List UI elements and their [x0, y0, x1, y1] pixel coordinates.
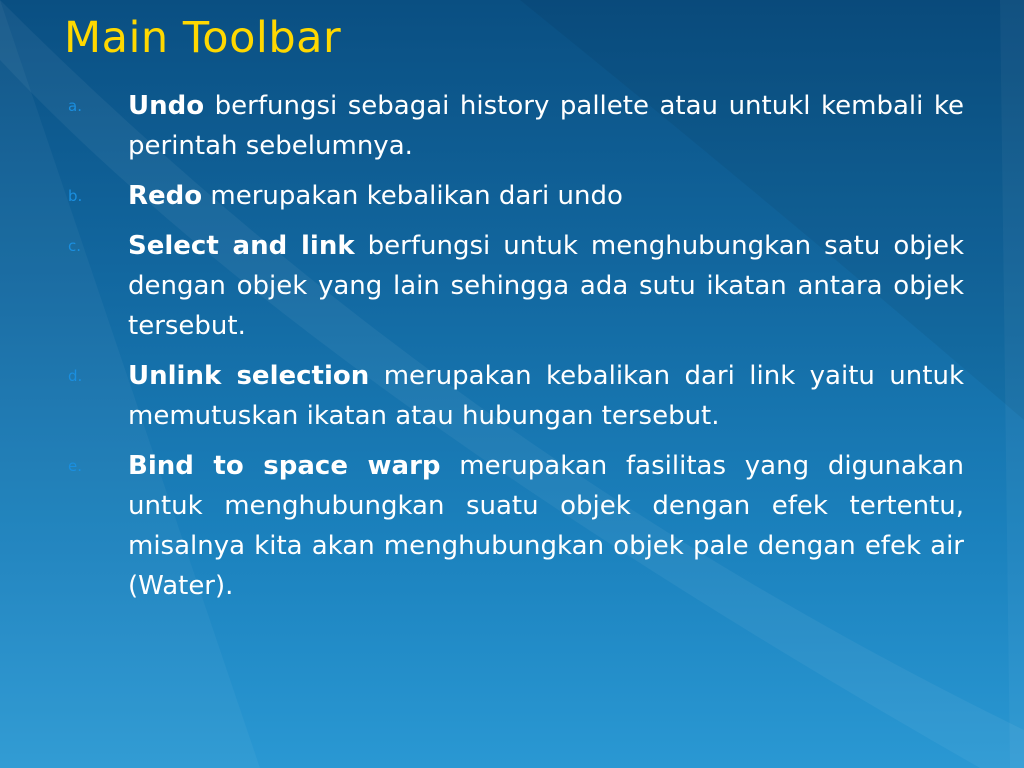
item-text [128, 86, 964, 166]
bullet-list [68, 86, 964, 616]
item-description: merupakan fasilitas yang digunakan untuk menghubungkan suatu objek dengan efek tertentu, misalnya kita akan menghubungkan objek pale dengan efek air (Water). [128, 451, 964, 601]
item-text [128, 446, 964, 606]
item-description: merupakan kebalikan dari link yaitu untuk memutuskan ikatan atau hubungan tersebut. [128, 361, 964, 431]
list-item-redo [68, 176, 964, 216]
item-text [128, 226, 964, 346]
list-marker: a. [68, 97, 82, 115]
list-marker: c. [68, 237, 82, 255]
list-item-undo [68, 86, 964, 166]
item-term: Unlink selection [128, 361, 370, 391]
list-item-bind-to-space-warp [68, 446, 964, 606]
item-term: Bind to space warp [128, 451, 441, 481]
item-text [128, 356, 964, 436]
item-description: berfungsi sebagai history pallete atau untukl kembali ke perintah sebelumnya. [128, 91, 965, 161]
item-term: Select and link [128, 231, 355, 261]
list-marker: e. [68, 457, 82, 475]
slide-title: Main Toolbar [64, 13, 342, 63]
item-term: Redo [128, 181, 203, 211]
item-text [128, 176, 964, 216]
list-marker: b. [68, 187, 83, 205]
item-term: Undo [128, 91, 205, 121]
item-description: merupakan kebalikan dari undo [210, 181, 623, 211]
list-item-unlink-selection [68, 356, 964, 436]
list-marker: d. [68, 367, 83, 385]
list-item-select-and-link [68, 226, 964, 346]
item-description: berfungsi untuk menghubungkan satu objek dengan objek yang lain sehingga ada sutu ikatan antara objek tersebut. [128, 231, 965, 341]
